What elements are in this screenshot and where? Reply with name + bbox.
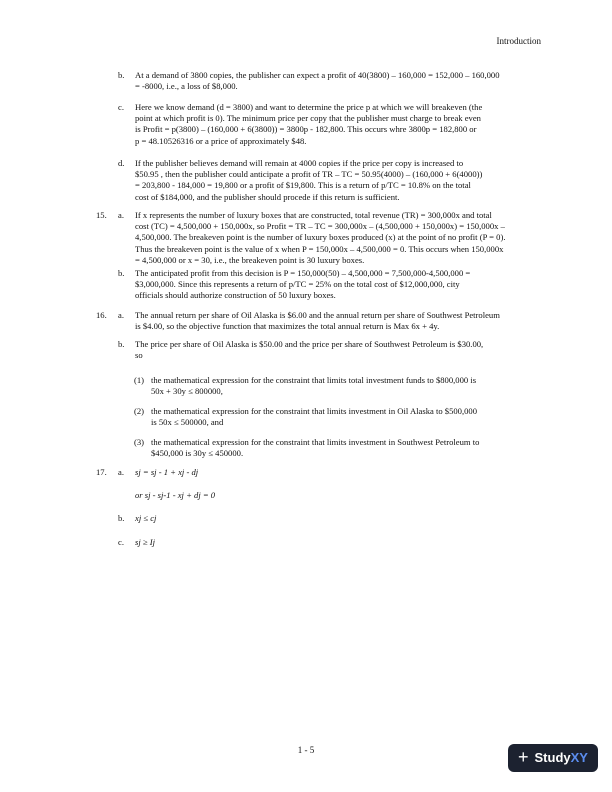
line: If x represents the number of luxury boxes that are constructed, total revenue (TR) = 300,000x and total — [135, 210, 492, 220]
item-label: a. — [118, 467, 124, 477]
line: $50.95 , then the publisher could anticipate a profit of TR – TC = 50.95(4000) – (160,000 + 6(4000)) — [135, 169, 483, 180]
line: the mathematical expression for the constraint that limits investment in Oil Alaska to $500,000 — [151, 406, 478, 416]
item-label: c. — [118, 102, 124, 112]
line: If the publisher believes demand will remain at 4000 copies if the price per copy is increased to — [135, 158, 464, 168]
equation: sj ≥ Ij — [135, 537, 155, 547]
item-label: b. — [118, 70, 125, 80]
brand-right: XY — [570, 750, 588, 766]
page-number: 1 - 5 — [297, 745, 315, 755]
line: p = 48.10526316 or a price of approximately $48. — [135, 135, 307, 146]
line: The annual return per share of Oil Alaska is $6.00 and the annual return per share of Southwest Petroleum — [135, 310, 500, 320]
brand-name — [534, 750, 588, 766]
equation: xj ≤ cj — [135, 513, 157, 523]
line: 50x + 30y ≤ 800000, — [151, 386, 223, 397]
equation: sj = sj - 1 + xj - dj — [135, 467, 199, 477]
item-label: b. — [118, 339, 125, 349]
paragraph — [135, 339, 575, 361]
item-label: d. — [118, 158, 125, 168]
brand-left: Study — [534, 750, 571, 766]
line: The anticipated profit from this decision is P = 150,000(50) – 4,500,000 = 7,500,000-4,500,000 = — [135, 268, 471, 278]
sub-label: (1) — [134, 375, 145, 385]
studyxy-badge[interactable] — [508, 744, 598, 772]
line: the mathematical expression for the constraint that limits total investment funds to $800,000 is — [151, 375, 477, 385]
item-label: b. — [118, 268, 125, 278]
line: Thus the breakeven point is the value of x when P = 150,000x – 4,500,000 = 0. This occurs when 150,000x — [135, 243, 504, 254]
problem-number: 15. — [96, 210, 107, 220]
line: cost of $184,000, and the publisher should procede if this return is sufficient. — [135, 191, 400, 202]
item-label: b. — [118, 513, 125, 523]
paragraph — [135, 310, 575, 332]
line: is $4.00, so the objective function that maximizes the total annual return is Max 6x + 4y. — [135, 321, 440, 332]
line: $3,000,000. Since this represents a return of p/TC = 25% on the total cost of $12,000,000, city — [135, 279, 460, 290]
line: At a demand of 3800 copies, the publisher can expect a profit of 40(3800) – 160,000 = 152,000 – 160,000 — [135, 70, 500, 80]
line: officials should authorize construction of 50 luxury boxes. — [135, 290, 336, 301]
paragraph — [135, 210, 575, 266]
paragraph — [135, 158, 575, 203]
line: cost (TC) = 4,500,000 + 150,000x, so Profit = TR – TC = 300,000x – (4,500,000 + 150,000x) = 150,000x – — [135, 221, 505, 232]
line: = 4,500,000 or x = 30, i.e., the breakeven point is 30 luxury boxes. — [135, 254, 365, 265]
paragraph — [135, 70, 575, 92]
paragraph — [135, 268, 575, 302]
item-label: a. — [118, 210, 124, 220]
paragraph — [151, 375, 571, 397]
line: the mathematical expression for the constraint that limits investment in Southwest Petroleum to — [151, 437, 480, 447]
line: point at which profit is 0). The minimum price per copy that the publisher must charge to break even — [135, 113, 481, 124]
problem-number: 16. — [96, 310, 107, 320]
problem-number: 17. — [96, 467, 107, 477]
sub-label: (3) — [134, 437, 145, 447]
line: so — [135, 350, 143, 361]
item-label: a. — [118, 310, 124, 320]
item-label: c. — [118, 537, 124, 547]
line: is 50x ≤ 500000, and — [151, 417, 224, 428]
paragraph — [151, 437, 571, 459]
line: = 203,800 - 184,000 = 19,800 or a profit of $19,800. This is a return of p/TC = 10.8% on the total — [135, 180, 471, 191]
line: Here we know demand (d = 3800) and want to determine the price p at which we will breakeven (the — [135, 102, 483, 112]
plus-icon: + — [518, 747, 529, 768]
running-header: Introduction — [496, 36, 541, 46]
line: The price per share of Oil Alaska is $50.00 and the price per share of Southwest Petroleum is $30.00, — [135, 339, 484, 349]
sub-label: (2) — [134, 406, 145, 416]
line: is Profit = p(3800) – (160,000 + 6(3800)) = 3800p - 182,800. This occurs whre 3800p = 182,800 or — [135, 124, 477, 135]
equation-alt: or sj - sj-1 - xj + dj = 0 — [135, 490, 216, 500]
line: = -8000, i.e., a loss of $8,000. — [135, 81, 238, 92]
line: $450,000 is 30y ≤ 450000. — [151, 448, 244, 459]
paragraph — [135, 102, 575, 147]
paragraph — [151, 406, 571, 428]
line: 4,500,000. The breakeven point is the number of luxury boxes produced (x) at the point of no profit (P = 0). — [135, 232, 506, 243]
